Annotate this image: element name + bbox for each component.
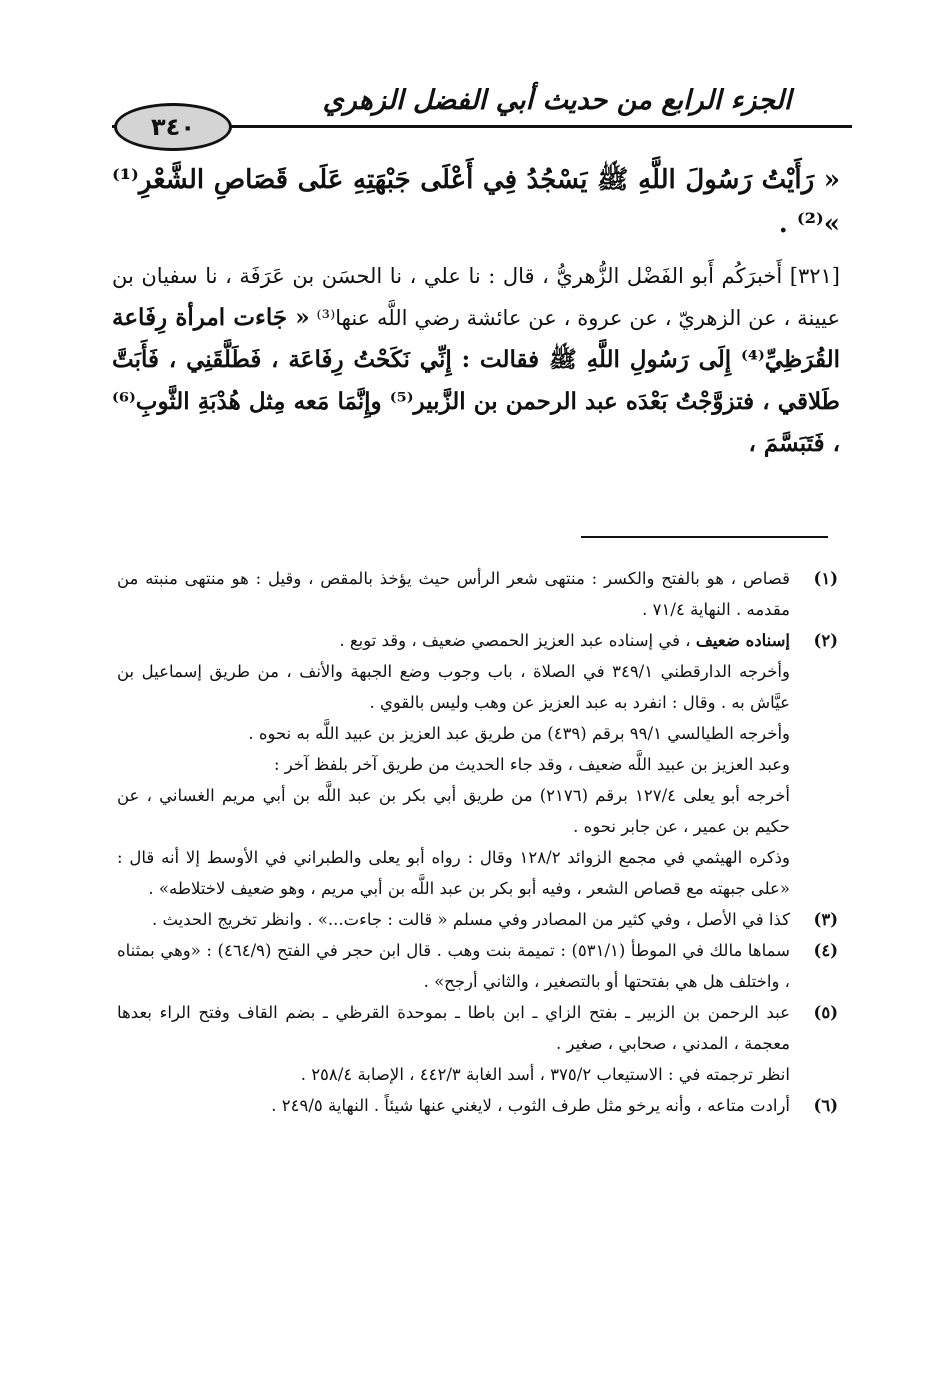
footnote-lead: إسناده ضعيف [695,631,790,650]
matn-text: « جَاءت امرأة رِفَاعة القُرَظِيِّ⁽⁴⁾ إِلَى رَسُولِ اللَّهِ ﷺ فقالت : إِنِّي نَكَحْتُ رِفَاعَة ، فَطَلَّقَنِي ، فَأَبَتَّ طَلاقي ، فتزوَّجْتُ بَعْدَه عبد الرحمن بن الزَّبير⁽⁵⁾ وإِنَّمَا مَعه مِثل هُدْبَةِ الثَّوبِ⁽⁶⁾ ، فَتَبَسَّمَ ، [112,304,840,457]
footnote-text: انظر ترجمته في : الاستيعاب ٣٧٥/٢ ، أسد الغابة ٤٤٢/٣ ، الإصابة ٢٥٨/٤ . [300,1065,790,1084]
footnote-text: وأخرجه الدارقطني ٣٤٩/١ في الصلاة ، باب وجوب وضع الجبهة والأنف ، من طريق إسماعيل بن عيَّاش به . وقال : انفرد به عبد العزيز عن وهب وليس بالقوي . [117,662,790,712]
footnote-text [117,625,790,656]
footnote-text: وأخرجه الطيالسي ٩٩/١ برقم (٤٣٩) من طريق عبد العزيز بن عبيد اللَّه به نحوه . [248,724,790,743]
footnote-text: عبد الرحمن بن الزبير ـ بفتح الزاي ـ ابن باطا ـ بموحدة القرظي ـ بضم القاف وفتح الراء بعدها معجمة ، المدني ، صحابي ، صغير . [117,1003,790,1053]
footnote-number: (٢) [813,631,838,650]
main-text [112,158,840,465]
footnote-line: ، في إسناده عبد العزيز الحمصي ضعيف ، وقد توبع . [339,631,691,650]
page-number-badge [114,103,232,151]
footnote-text: وعبد العزيز بن عبيد اللَّه ضعيف ، وقد جاء الحديث من طريق آخر بلفظ آخر : [274,755,790,774]
footnote-5 [117,997,838,1090]
footnote-4 [117,935,838,997]
footnotes [117,563,838,1121]
footnote-number: (١) [813,569,838,588]
hadith-narration [112,256,840,465]
isnad-text: أَخبرَكُم أَبو الفَضْل الزُّهريُّ ، قال : نا علي ، نا الحسَن بن عَرَفَة ، نا سفيان بن عيينة ، عن الزهريّ ، عن عروة ، عن عائشة رضي اللَّه عنها⁽³⁾ [112,264,840,330]
footnote-6 [117,1090,838,1121]
footnote-1 [117,563,838,625]
footnote-number: (٣) [813,910,838,929]
hadith-number: [٣٢١] [789,264,840,288]
footnote-text: كذا في الأصل ، وفي كثير من المصادر وفي مسلم « قالت : جاءت...» . وانظر تخريج الحديث . [151,910,790,929]
footnote-number: (٦) [813,1096,838,1115]
footnote-text: أرادت متاعه ، وأنه يرخو مثل طرف الثوب ، لايغني عنها شيئاً . النهاية ٢٤٩/٥ . [271,1096,790,1115]
footnote-number: (٥) [813,1003,838,1022]
footnote-text: أخرجه أبو يعلى ١٢٧/٤ برقم (٢١٧٦) من طريق أبي بكر بن عبد اللَّه بن أبي مريم الغساني ، عن حكيم بن عمير ، عن جابر نحوه . [117,786,790,836]
hadith-quote: « رَأَيْتُ رَسُولَ اللَّهِ ﷺ يَسْجُدُ فِي أَعْلَى جَبْهَتِهِ عَلَى قَصَاصِ الشَّعْرِ⁽¹⁾ »⁽²⁾ . [112,165,840,239]
footnote-text: سماها مالك في الموطأ (٥٣١/١) : تميمة بنت وهب . قال ابن حجر في الفتح (٤٦٤/٩) : «وهي بمثناه ، واختلف هل هي بفتحتها أو بالتصغير ، والثاني أرجح» . [117,941,791,991]
footnote-number: (٤) [813,941,838,960]
footnote-text: قصاص ، هو بالفتح والكسر : منتهى شعر الرأس حيث يؤخذ بالمقص ، وقيل : هو منتهى منبته من مقدمه . النهاية ٧١/٤ . [117,569,790,619]
page-number: ٣٤٠ [151,113,195,141]
footnote-separator [581,536,828,538]
footnote-3 [117,904,838,935]
footnote-2 [117,625,838,904]
running-title: الجزء الرابع من حديث أبي الفضل الزهري [322,85,792,116]
footnote-text: وذكره الهيثمي في مجمع الزوائد ١٢٨/٢ وقال : رواه أبو يعلى والطبراني في الأوسط إلا أنه قال : «على جبهته مع قصاص الشعر ، وفيه أبو بكر بن عبد اللَّه بن أبي مريم ، وهو ضعيف لاختلاطه» . [117,848,790,898]
